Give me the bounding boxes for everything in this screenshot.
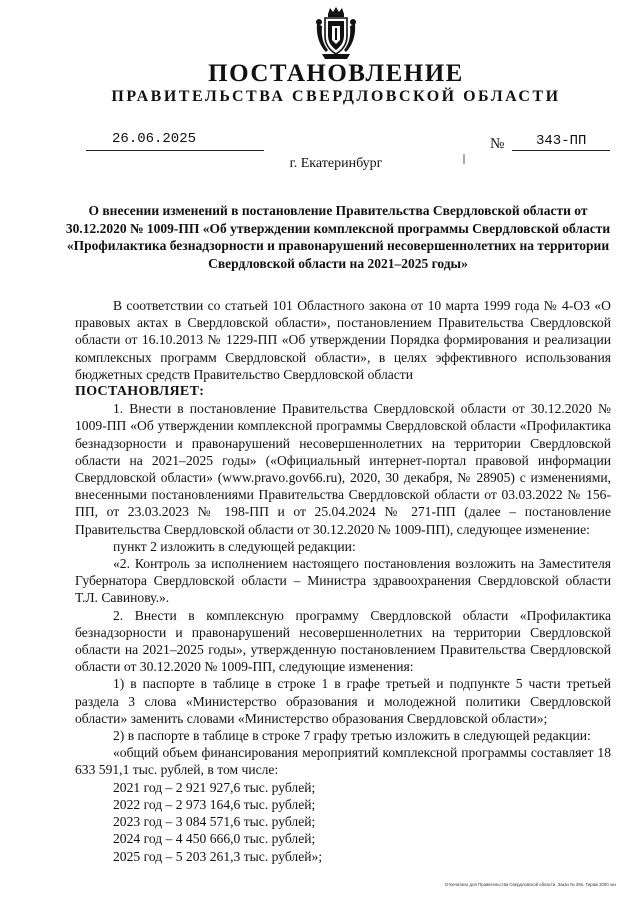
funding-year-line: 2021 год – 2 921 927,6 тыс. рублей; [113, 779, 316, 795]
document-body [75, 297, 611, 865]
clause-2-item-1: 1) в паспорте в таблице в строке 1 в графе третьей и подпункте 5 части третьей раздела 3 слова «Министерство образования и молодежной политики Свердловской области» заменить словами «Министерство образования Свердловской области»; [75, 676, 611, 726]
funding-year-line: 2025 год – 5 203 261,3 тыс. рублей»; [113, 848, 323, 864]
clause-2-item-2: 2) в паспорте в таблице в строке 7 графу третью изложить в следующей редакции: [113, 728, 591, 744]
clause-1-paragraph: 1. Внести в постановление Правительства Свердловской области от 30.12.2020 № 1009-ПП «Об утверждении комплексной программы Свердловской области «Профилактика безнадзорности и правонарушений несовершеннолетних на территории Свердловской области на 2021–2025 годы» («Официальный интернет-портал правовой информации Свердловской области» (www.pravo.gov66.ru), 2020, 30 декабря, № 28905) с изменениями, внесенными постановлениями Правительства Свердловской области от 03.03.2022 № 156-ПП, от 23.03.2023 № 198-ПП и от 25.04.2024 № 271-ПП (далее – постановление Правительства Свердловской области от 30.12.2020 № 1009-ПП), следующее изменение: [75, 401, 611, 537]
print-footer: Отпечатано для Правительства Свердловской области. Заказ № 256. Тираж 2000 экз [444, 882, 616, 887]
issuer-title: ПРАВИТЕЛЬСТВА СВЕРДЛОВСКОЙ ОБЛАСТИ [111, 88, 561, 105]
number-sign: № [490, 136, 505, 152]
document-heading: О внесении изменений в постановление Правительства Свердловской области от 30.12.2020 № 1009-ПП «Об утверждении комплексной программы Свердловской области «Профилактика безнадзорности и правонарушений несовершеннолетних на территории Свердловской области на 2021–2025 годы» [65, 203, 611, 271]
coat-of-arms-emblem [314, 6, 358, 62]
funding-year-line: 2024 год – 4 450 666,0 тыс. рублей; [113, 831, 316, 847]
clause-1-new-text: «2. Контроль за исполнением настоящего постановления возложить на Заместителя Губернатора Свердловской области – Министра здравоохранения Свердловской области Т.Л. Савинову.». [75, 556, 611, 606]
number-underline [512, 150, 610, 151]
document-type-title: ПОСТАНОВЛЕНИЕ [208, 60, 464, 87]
city-label: г. Екатеринбург [289, 156, 383, 171]
date-underline [86, 150, 264, 151]
funding-total-paragraph: «общий объем финансирования мероприятий комплексной программы составляет 18 633 591,1 тыс. рублей, в том числе: [75, 745, 611, 778]
funding-year-line: 2023 год – 3 084 571,6 тыс. рублей; [113, 814, 316, 830]
resolves-keyword: ПОСТАНОВЛЯЕТ: [75, 384, 205, 400]
document-date: 26.06.2025 [112, 131, 197, 147]
document-number: 343-ПП [536, 133, 587, 149]
clause-2-paragraph: 2. Внести в комплексную программу Свердловской области «Профилактика безнадзорности и правонарушений несовершеннолетних на территории Свердловской области на 2021–2025 годы», утвержденную постановлением Правительства Свердловской области от 30.12.2020 № 1009-ПП, следующие изменения: [75, 607, 611, 675]
clause-1-instruction: пункт 2 изложить в следующей редакции: [113, 538, 356, 554]
funding-year-line: 2022 год – 2 973 164,6 тыс. рублей; [113, 796, 316, 812]
preamble-paragraph: В соответствии со статьей 101 Областного закона от 10 марта 1999 года № 4-ОЗ «О правовых актах в Свердловской области», постановлением Правительства Свердловской области от 16.10.2013 № 1229-ПП «Об утверждении Порядка формирования и реализации комплексных программ Свердловской области», в целях эффективного использования бюджетных средств Правительство Свердловской области [75, 298, 611, 382]
